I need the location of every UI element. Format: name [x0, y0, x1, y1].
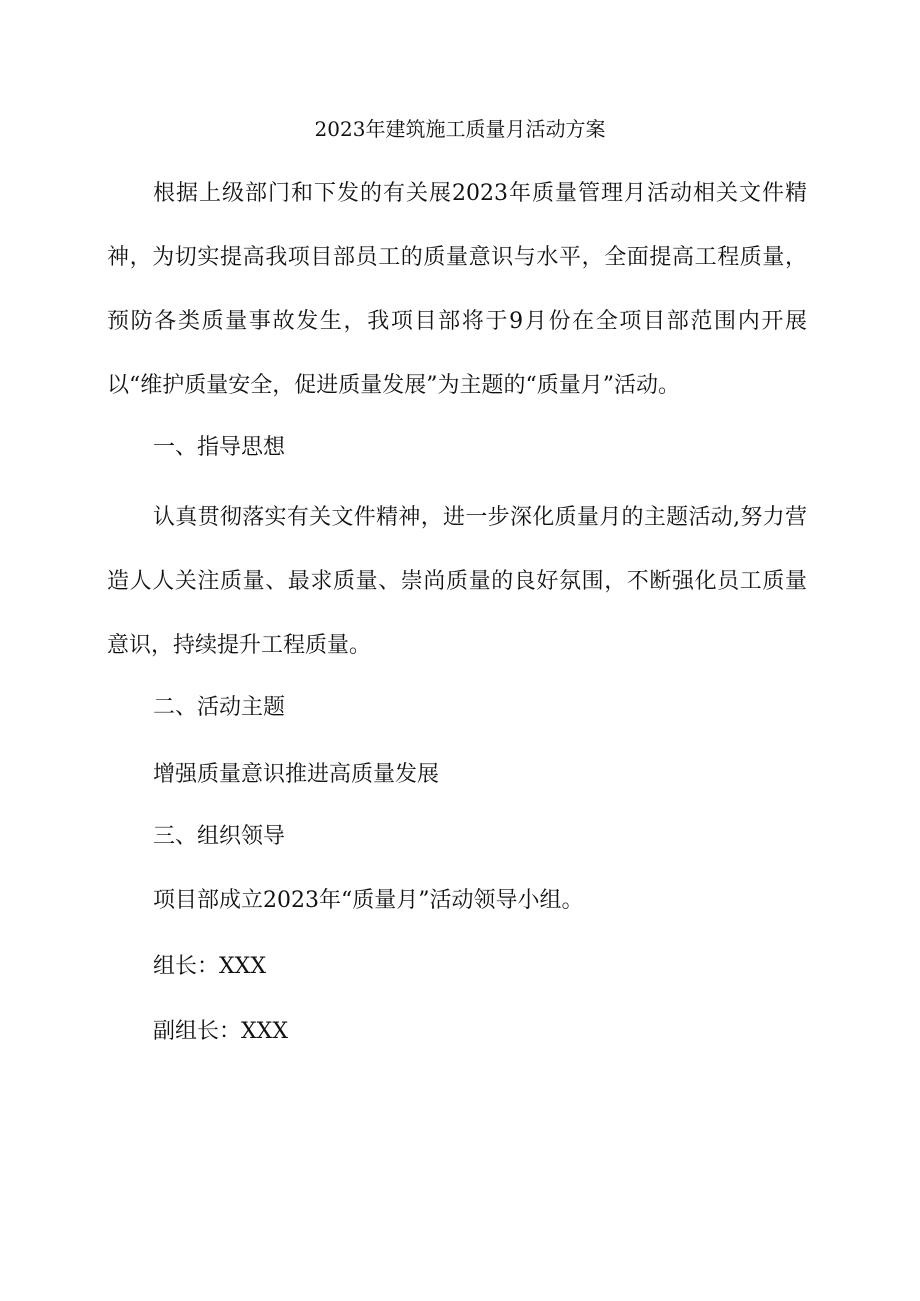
- deputy-group-leader-line: 副组长：XXX: [153, 1019, 288, 1044]
- group-leader-line: 组长：XXX: [153, 954, 266, 979]
- organization-paragraph: 项目部成立2023年“质量月”活动领导小组。: [153, 888, 584, 913]
- section-heading-organization: 三、组织领导: [153, 824, 286, 849]
- guiding-ideology-paragraph: 认真贯彻落实有关文件精神，进一步深化质量月的主题活动,努力营造人人关注质量、最求质量、崇尚质量的良好氛围，不断强化员工质量意识，持续提升工程质量。: [107, 505, 807, 658]
- section-heading-guiding-ideology: 一、指导思想: [153, 435, 286, 460]
- section-heading-activity-theme: 二、活动主题: [153, 695, 286, 720]
- document-title: 2023年建筑施工质量月活动方案: [314, 117, 606, 141]
- activity-theme-text: 增强质量意识推进高质量发展: [153, 762, 440, 787]
- intro-paragraph: 根据上级部门和下发的有关展2023年质量管理月活动相关文件精神，为切实提高我项目部员工的质量意识与水平，全面提高工程质量，预防各类质量事故发生，我项目部将于9月份在全项目部范围内开展以“维护质量安全，促进质量发展”为主题的“质量月”活动。: [107, 181, 807, 398]
